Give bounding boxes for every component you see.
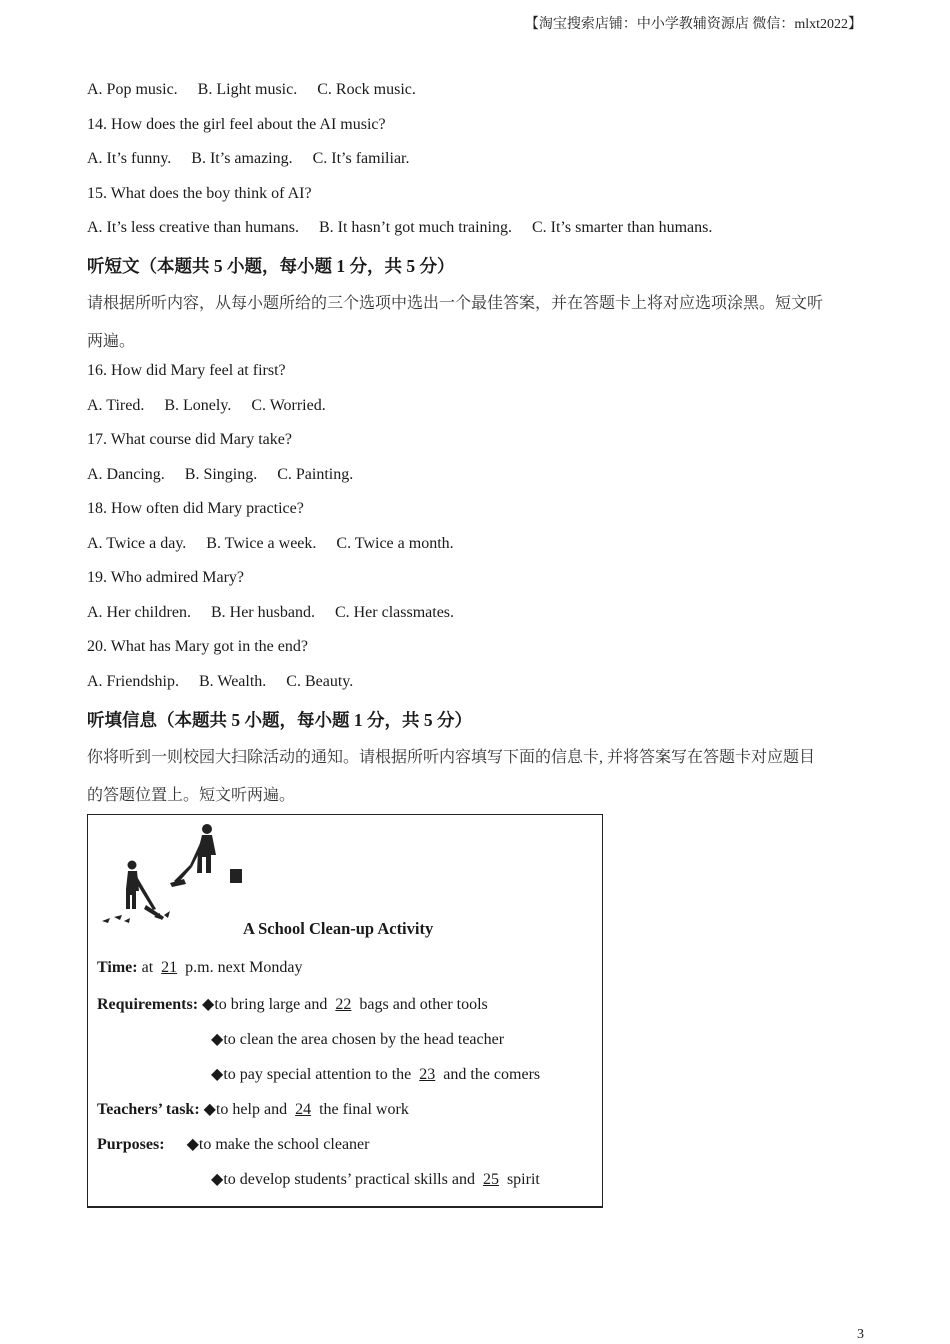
req1-prefix: to bring large and (214, 996, 328, 1013)
cleaning-people-illustration (98, 821, 248, 931)
teachers-suffix: the final work (319, 1101, 409, 1118)
section2-instruction-line1: 请根据所听内容，从每小题所给的三个选项中选出一个最佳答案，并在答题卡上将对应选项涂黑。短文听 (87, 295, 824, 312)
purposes-row-1 (97, 1134, 369, 1154)
purpose2-suffix: spirit (506, 1171, 540, 1188)
q20-option-a: A. Friendship. (87, 673, 179, 690)
q17-option-c: C. Painting. (277, 466, 354, 483)
q15-question: 15. What does the boy think of AI? (87, 185, 312, 202)
time-prefix: at (141, 959, 154, 976)
q20-question: 20. What has Mary got in the end? (87, 638, 308, 655)
requirements-row-3 (211, 1064, 540, 1084)
purpose1-text: to make the school cleaner (198, 1136, 370, 1153)
q20-options (87, 673, 369, 691)
q13-options (87, 81, 432, 99)
section-title-listening-passage: 听短文（本题共 5 小题，每小题 1 分，共 5 分） (87, 256, 455, 276)
teachers-task-label: Teachers’ task: (97, 1101, 200, 1118)
q19-option-b: B. Her husband. (210, 604, 315, 621)
diamond-bullet-icon: ◆ (211, 1031, 224, 1048)
q20-option-c: C. Beauty. (286, 673, 354, 690)
purposes-label: Purposes: (97, 1136, 165, 1153)
section2-instruction-line2: 两遍。 (87, 333, 136, 350)
q19-question: 19. Who admired Mary? (87, 569, 244, 586)
info-card (87, 814, 603, 1208)
req3-suffix: and the comers (443, 1066, 541, 1083)
q16-option-a: A. Tired. (87, 397, 145, 414)
diamond-bullet-icon: ◆ (211, 1171, 224, 1188)
q14-option-a: A. It’s funny. (87, 150, 172, 167)
q17-option-b: B. Singing. (184, 466, 258, 483)
q15-options (87, 219, 728, 237)
requirements-row-1 (97, 994, 488, 1014)
q17-question: 17. What course did Mary take? (87, 431, 292, 448)
diamond-bullet-icon: ◆ (203, 1101, 216, 1118)
blank-21: 21 (161, 959, 178, 976)
q14-options (87, 150, 425, 168)
q13-option-a: A. Pop music. (87, 81, 178, 98)
blank-25: 25 (482, 1171, 499, 1188)
q13-option-b: B. Light music. (197, 81, 298, 98)
q18-option-b: B. Twice a week. (206, 535, 317, 552)
q15-option-c: C. It’s smarter than humans. (531, 219, 713, 236)
req3-prefix: to pay special attention to the (223, 1066, 412, 1083)
q18-options (87, 535, 470, 553)
section-title-listening-info: 听填信息（本题共 5 小题，每小题 1 分，共 5 分） (87, 710, 472, 730)
req1-suffix: bags and other tools (359, 996, 488, 1013)
q17-option-a: A. Dancing. (87, 466, 165, 483)
q19-option-c: C. Her classmates. (334, 604, 455, 621)
page-number: 3 (857, 1327, 864, 1342)
q14-option-c: C. It’s familiar. (312, 150, 410, 167)
time-suffix: p.m. next Monday (185, 959, 303, 976)
q17-options (87, 466, 369, 484)
q14-question: 14. How does the girl feel about the AI music? (87, 116, 386, 133)
requirements-label: Requirements: (97, 996, 199, 1013)
q14-option-b: B. It’s amazing. (191, 150, 293, 167)
q19-option-a: A. Her children. (87, 604, 191, 621)
blank-23: 23 (419, 1066, 436, 1083)
teachers-prefix: to help and (215, 1101, 288, 1118)
blank-22: 22 (335, 996, 352, 1013)
req2-text: to clean the area chosen by the head teacher (223, 1031, 505, 1048)
purpose2-prefix: to develop students’ practical skills and (223, 1171, 475, 1188)
q18-question: 18. How often did Mary practice? (87, 500, 304, 517)
section3-instruction-line1: 你将听到一则校园大扫除活动的通知。请根据所听内容填写下面的信息卡, 并将答案写在答题卡对应题目 (87, 749, 816, 766)
requirements-row-2 (211, 1029, 504, 1049)
blank-24: 24 (295, 1101, 312, 1118)
teachers-task-row (97, 1099, 409, 1119)
q19-options (87, 604, 470, 622)
q16-question: 16. How did Mary feel at first? (87, 362, 286, 379)
q16-option-b: B. Lonely. (164, 397, 232, 414)
q20-option-b: B. Wealth. (199, 673, 267, 690)
time-label: Time: (97, 959, 138, 976)
diamond-bullet-icon: ◆ (186, 1136, 199, 1153)
section3-instruction-line2: 的答题位置上。短文听两遍。 (87, 787, 296, 804)
q18-option-a: A. Twice a day. (87, 535, 187, 552)
q15-option-a: A. It’s less creative than humans. (87, 219, 299, 236)
diamond-bullet-icon: ◆ (211, 1066, 224, 1083)
q15-option-b: B. It hasn’t got much training. (318, 219, 512, 236)
purposes-row-2 (211, 1169, 540, 1189)
q16-options (87, 397, 342, 415)
q13-option-c: C. Rock music. (317, 81, 416, 98)
q18-option-c: C. Twice a month. (336, 535, 454, 552)
page-header: 【淘宝搜索店铺：中小学教辅资源店 微信：mlxt2022】 (524, 17, 862, 32)
time-row (97, 959, 302, 977)
card-title: A School Clean-up Activity (243, 919, 434, 938)
diamond-bullet-icon: ◆ (202, 996, 215, 1013)
q16-option-c: C. Worried. (251, 397, 326, 414)
